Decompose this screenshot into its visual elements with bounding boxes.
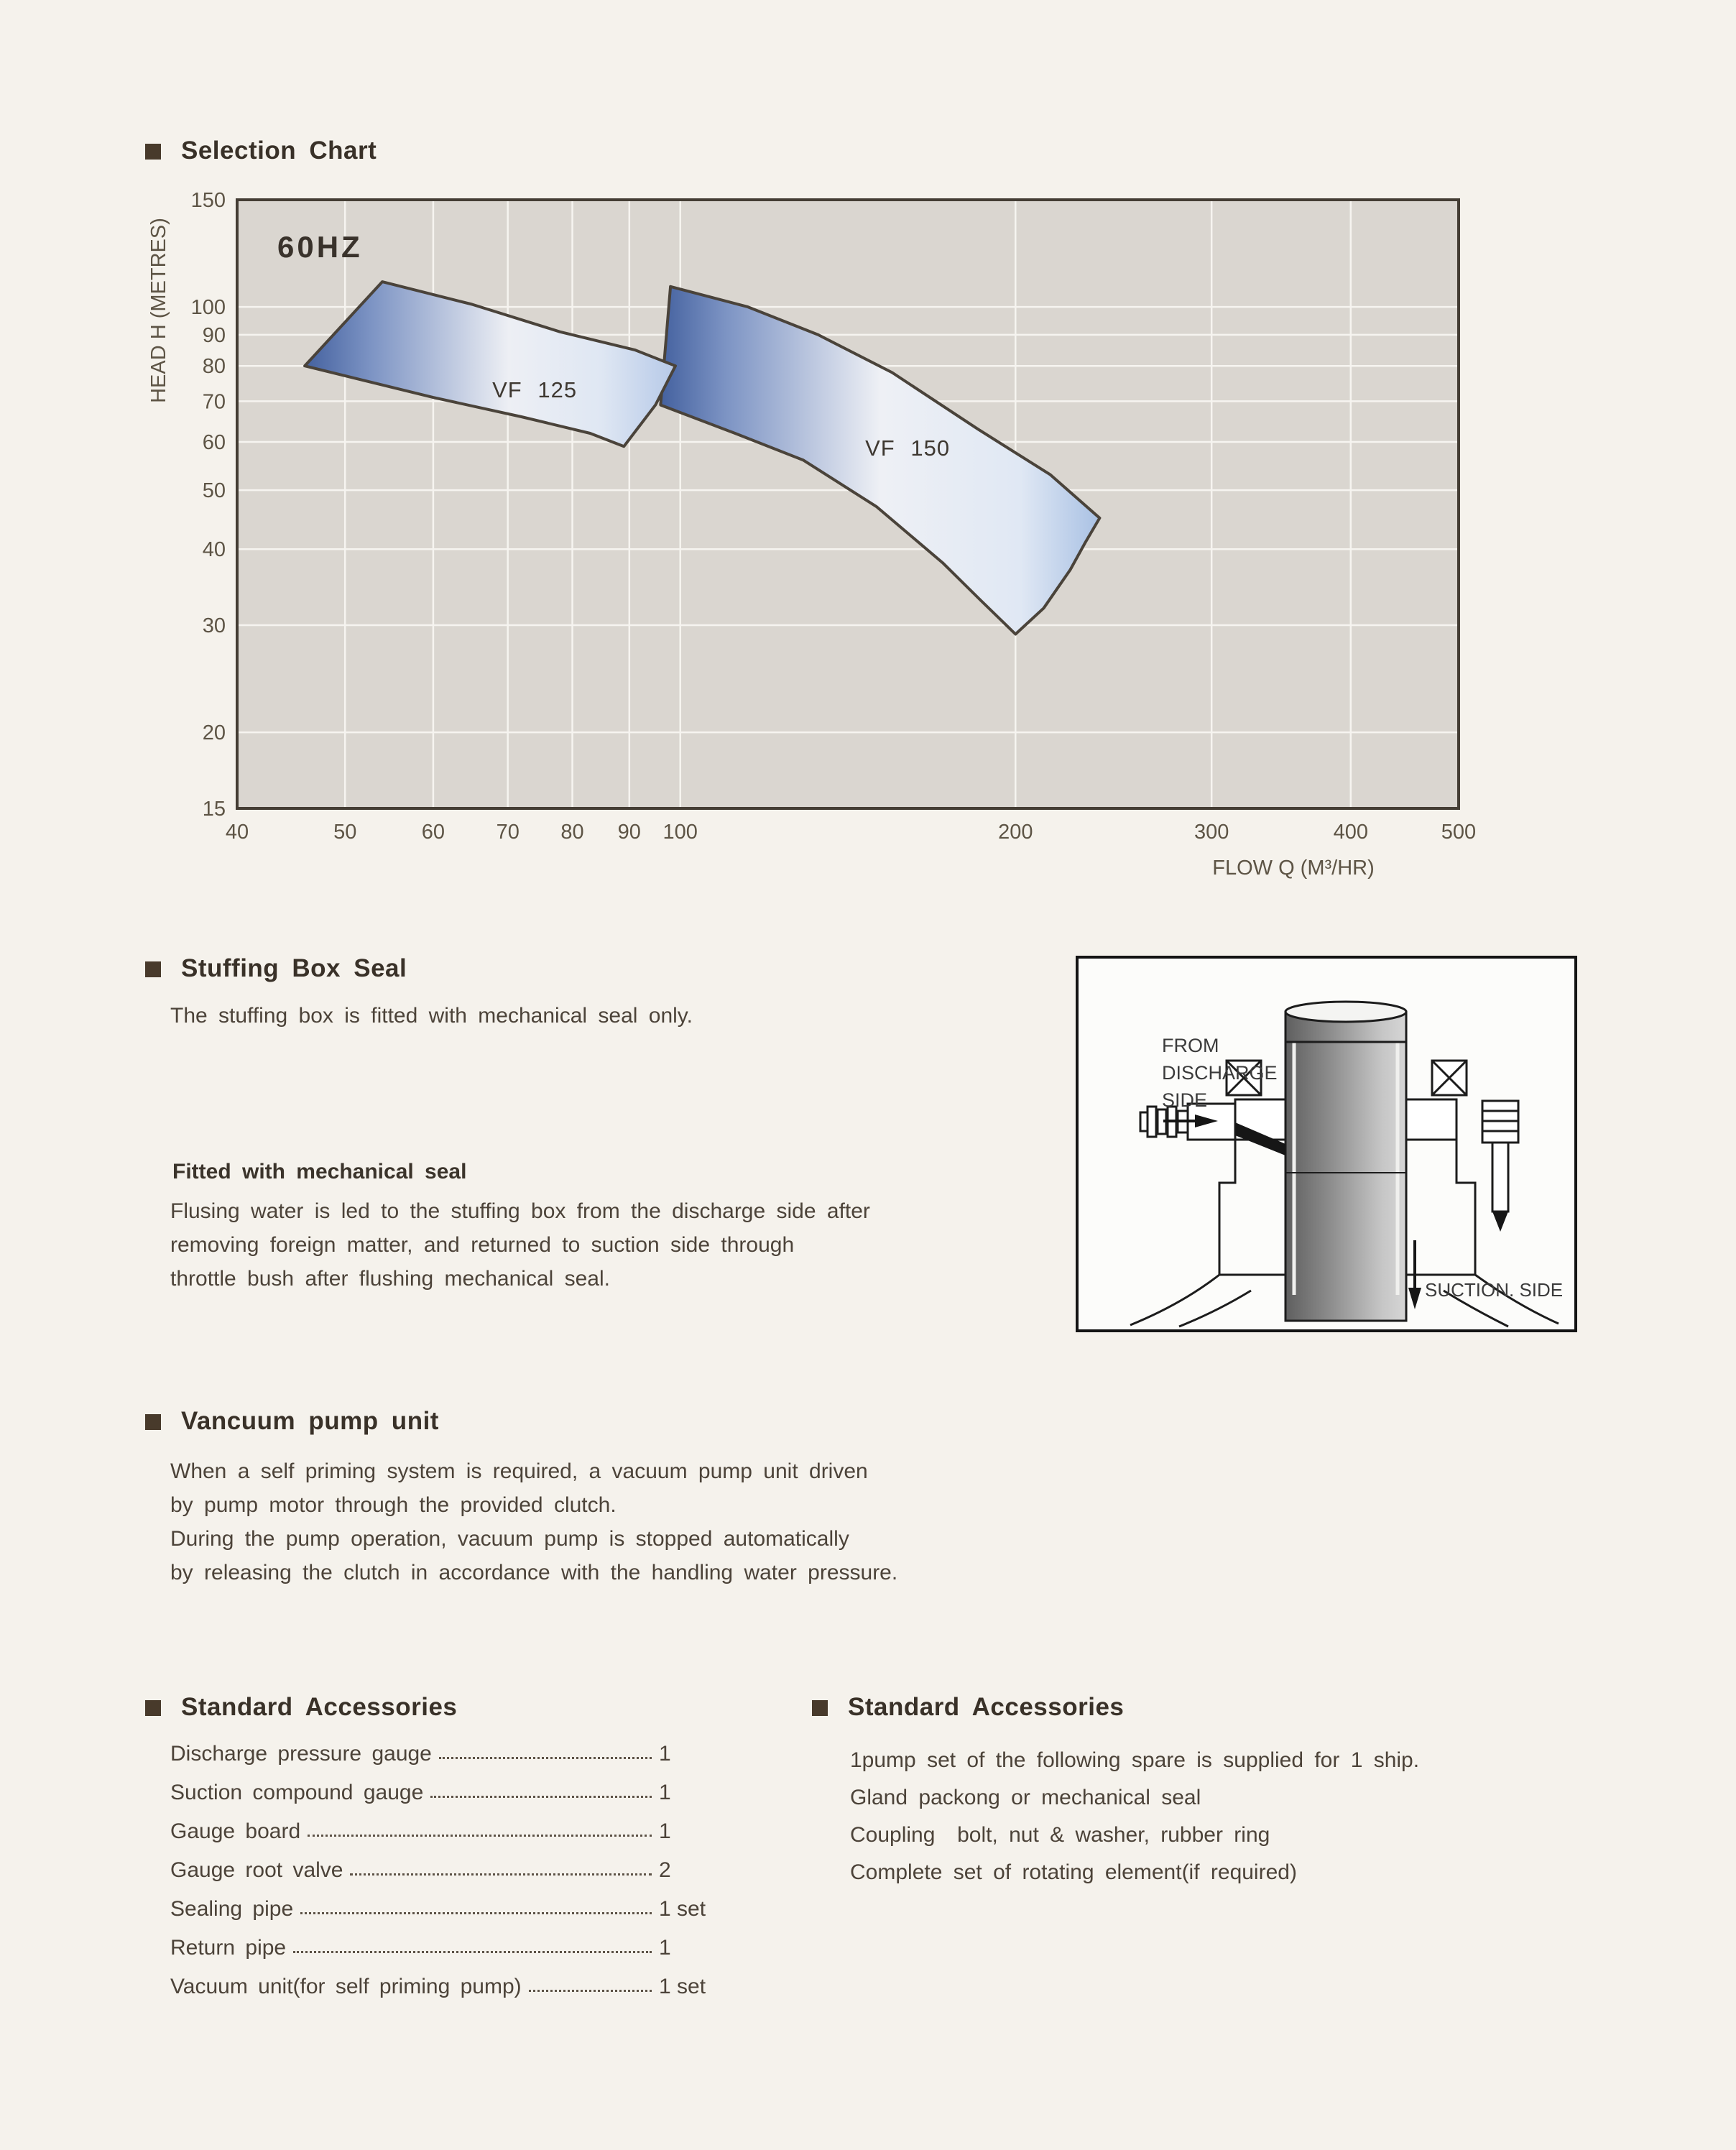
accessory-label: Discharge pressure gauge bbox=[170, 1742, 432, 1766]
x-tick-label: 100 bbox=[662, 821, 698, 844]
accessory-label: Suction compound gauge bbox=[170, 1781, 424, 1804]
text-line: throttle bush after flushing mechanical seal. bbox=[170, 1267, 610, 1291]
accessory-count: 1 bbox=[659, 1742, 671, 1766]
text-line: by pump motor through the provided clutch. bbox=[170, 1493, 617, 1517]
accessory-row bbox=[170, 1897, 725, 1921]
accessory-count: 1 set bbox=[659, 1897, 706, 1921]
dotted-leader bbox=[350, 1873, 652, 1876]
y-tick-label: 80 bbox=[202, 355, 226, 379]
text-line: When a self priming system is required, a vacuum pump unit driven bbox=[170, 1459, 868, 1483]
square-bullet-icon bbox=[145, 961, 161, 977]
x-tick-label: 60 bbox=[421, 821, 445, 844]
accessory-label: Sealing pipe bbox=[170, 1897, 294, 1921]
housing-left-outline bbox=[1219, 1140, 1285, 1275]
stuffing-box-diagram-frame bbox=[1076, 956, 1577, 1332]
accessory-row bbox=[170, 1858, 725, 1883]
dotted-leader bbox=[308, 1835, 652, 1837]
text-line: 1pump set of the following spare is supplied for 1 ship. bbox=[850, 1748, 1420, 1772]
section-accessories-left-heading bbox=[145, 1693, 457, 1722]
stuffing-box-body bbox=[170, 1194, 1104, 1296]
square-bullet-icon bbox=[145, 1700, 161, 1716]
x-tick-label: 500 bbox=[1441, 821, 1477, 844]
y-tick-label: 70 bbox=[202, 390, 226, 414]
text-line: Complete set of rotating element(if required) bbox=[850, 1860, 1297, 1884]
gland-right bbox=[1406, 1099, 1456, 1140]
accessory-label: Gauge root valve bbox=[170, 1858, 343, 1882]
suction-arrow-icon bbox=[1408, 1288, 1421, 1309]
y-tick-label: 150 bbox=[190, 189, 226, 212]
vacuum-pump-body bbox=[170, 1454, 1140, 1590]
square-bullet-icon bbox=[145, 144, 161, 160]
x-tick-label: 80 bbox=[560, 821, 584, 844]
accessory-label: Gauge board bbox=[170, 1819, 301, 1843]
x-tick-label: 400 bbox=[1333, 821, 1368, 844]
square-bullet-icon bbox=[145, 1414, 161, 1430]
accessory-count: 1 bbox=[659, 1781, 671, 1804]
accessory-row bbox=[170, 1975, 725, 1999]
from-discharge-label-line2: DISCHARGE bbox=[1162, 1062, 1278, 1084]
y-tick-label: 100 bbox=[190, 296, 226, 320]
section-title: Stuffing Box Seal bbox=[181, 954, 407, 982]
accessory-count: 1 bbox=[659, 1936, 671, 1960]
x-tick-label: 300 bbox=[1194, 821, 1229, 844]
accessory-count: 1 set bbox=[659, 1975, 706, 1998]
section-title: Vancuum pump unit bbox=[181, 1407, 439, 1435]
selection-chart-svg bbox=[108, 180, 1516, 913]
text-line: Gland packong or mechanical seal bbox=[850, 1786, 1201, 1809]
accessory-row bbox=[170, 1936, 725, 1960]
bearing-symbol-right bbox=[1432, 1061, 1467, 1095]
section-vacuum-pump-heading bbox=[145, 1407, 439, 1436]
y-tick-label: 30 bbox=[202, 614, 226, 637]
x-tick-label: 50 bbox=[333, 821, 357, 844]
accessory-row bbox=[170, 1819, 725, 1844]
section-stuffing-box-heading bbox=[145, 954, 407, 983]
accessory-row bbox=[170, 1781, 725, 1805]
frequency-label: 60HZ bbox=[277, 230, 363, 264]
y-tick-label: 60 bbox=[202, 431, 226, 455]
y-tick-label: 90 bbox=[202, 323, 226, 347]
accessory-row bbox=[170, 1742, 725, 1766]
section-accessories-right-heading bbox=[812, 1693, 1124, 1722]
from-discharge-label-line3: SIDE bbox=[1162, 1089, 1208, 1111]
stuffing-box-diagram bbox=[1079, 959, 1574, 1329]
accessory-label: Return pipe bbox=[170, 1936, 287, 1960]
accessory-count: 1 bbox=[659, 1819, 671, 1843]
dotted-leader bbox=[293, 1951, 652, 1953]
x-tick-label: 200 bbox=[998, 821, 1033, 844]
section-title: Standard Accessories bbox=[848, 1693, 1125, 1721]
accessory-label: Vacuum unit(for self priming pump) bbox=[170, 1975, 522, 1998]
shaft-top-rim bbox=[1285, 1002, 1406, 1022]
pump-shaft bbox=[1285, 1012, 1406, 1321]
dotted-leader bbox=[300, 1912, 652, 1914]
accessory-count: 2 bbox=[659, 1858, 671, 1882]
text-line: by releasing the clutch in accordance with the handling water pressure. bbox=[170, 1561, 898, 1584]
y-tick-label: 20 bbox=[202, 721, 226, 745]
section-title: Standard Accessories bbox=[181, 1693, 458, 1721]
accessories-list bbox=[170, 1742, 725, 2013]
from-discharge-label-line1: FROM bbox=[1162, 1035, 1219, 1056]
text-line: Coupling bolt, nut & washer, rubber ring bbox=[850, 1823, 1270, 1847]
accessories-right-body bbox=[850, 1742, 1605, 1891]
region-label: VF 125 bbox=[492, 377, 578, 403]
suction-side-label: SUCTION. SIDE bbox=[1425, 1279, 1564, 1301]
text-line: Flusing water is led to the stuffing box from the discharge side after bbox=[170, 1199, 870, 1223]
region-label: VF 150 bbox=[865, 435, 951, 461]
x-tick-label: 70 bbox=[496, 821, 520, 844]
text-line: During the pump operation, vacuum pump is stopped automatically bbox=[170, 1527, 849, 1551]
square-bullet-icon bbox=[812, 1700, 828, 1716]
text-line: removing foreign matter, and returned to suction side through bbox=[170, 1233, 795, 1257]
casing-line-left-1 bbox=[1130, 1275, 1219, 1325]
x-tick-label: 90 bbox=[617, 821, 641, 844]
housing-right-outline bbox=[1406, 1140, 1475, 1275]
stuffing-box-intro: The stuffing box is fitted with mechanical seal only. bbox=[170, 1004, 693, 1028]
section-selection-chart-heading bbox=[145, 137, 377, 165]
y-tick-label: 50 bbox=[202, 479, 226, 503]
y-tick-label: 40 bbox=[202, 538, 226, 562]
page-title: Selection Chart bbox=[181, 137, 377, 165]
dotted-leader bbox=[439, 1757, 652, 1759]
y-tick-label: 15 bbox=[202, 798, 226, 821]
dotted-leader bbox=[529, 1990, 652, 1992]
fitted-with-mechanical-seal-subheading: Fitted with mechanical seal bbox=[172, 1160, 467, 1184]
y-axis-title: HEAD H (METRES) bbox=[147, 218, 170, 403]
dotted-leader bbox=[430, 1796, 652, 1798]
gland-bolt bbox=[1482, 1101, 1518, 1232]
x-axis-title: FLOW Q (M³/HR) bbox=[1212, 857, 1375, 880]
x-tick-label: 40 bbox=[225, 821, 249, 844]
